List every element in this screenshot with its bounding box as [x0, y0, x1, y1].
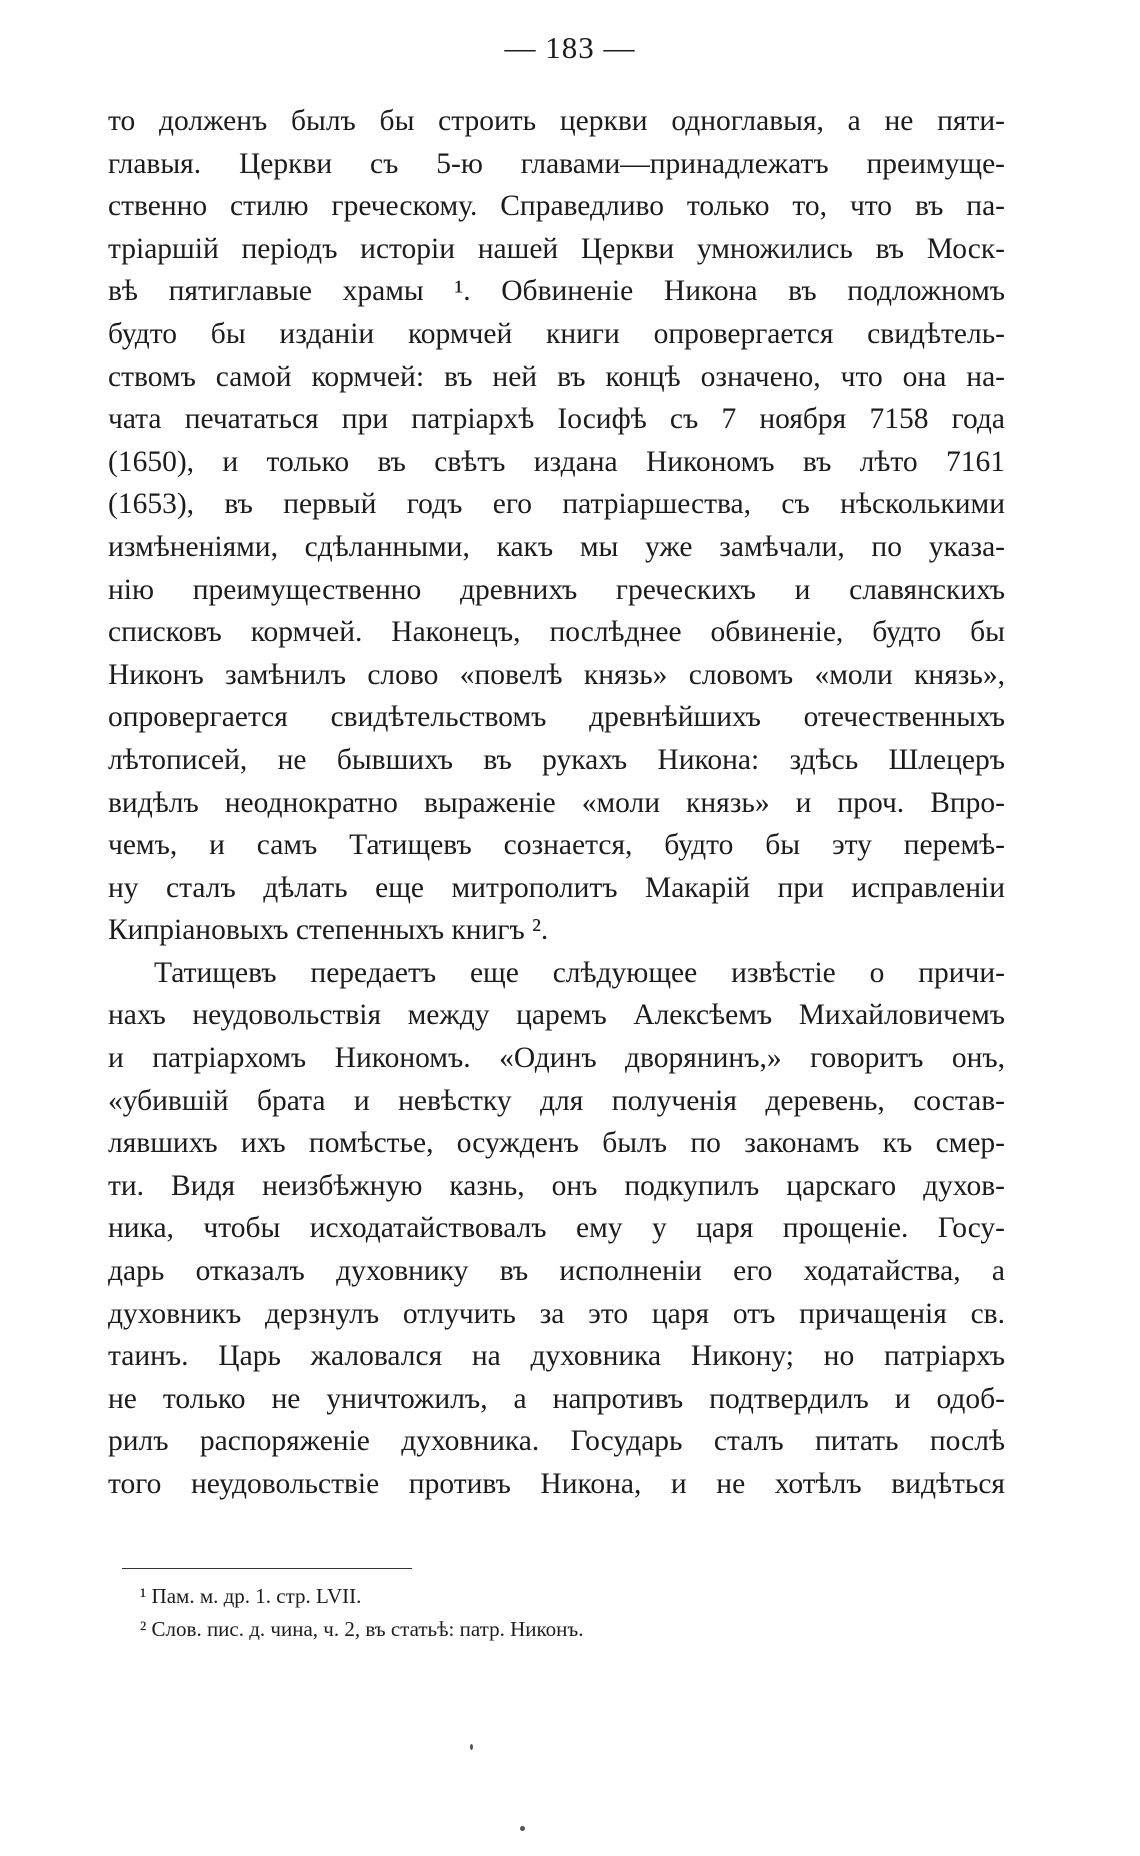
text-line: нахъ неудовольствія между царемъ Алексѣемъ Михайловичемъ: [108, 999, 1005, 1032]
text-line: таинъ. Царь жаловался на духовника Никону; но патріархъ: [108, 1340, 1005, 1373]
text-line: (1653), въ первый годъ его патріаршества, съ нѣсколькими: [108, 488, 1005, 521]
text-line: ника, чтобы исходатайствовалъ ему у царя прощеніе. Госу-: [108, 1212, 1005, 1245]
text-line: «убившій брата и невѣстку для полученія деревень, состав-: [108, 1084, 1005, 1117]
text-line: будто бы изданіи кормчей книги опровергается свидѣтель-: [108, 317, 1005, 350]
text-line: измѣненіями, сдѣланными, какъ мы уже замѣчали, по указа-: [108, 530, 1005, 563]
text-line: то долженъ былъ бы строить церкви одноглавыя, а не пяти-: [108, 105, 1005, 137]
paragraph-2: [108, 952, 1005, 1506]
text-line: нію преимущественно древнихъ греческихъ и славянскихъ: [108, 573, 1005, 606]
footnote-1: ¹ Пам. м. др. 1. стр. LVII.: [140, 1584, 362, 1608]
print-speck: [520, 1826, 525, 1831]
text-line: ствомъ самой кормчей: въ ней въ концѣ означено, что она на-: [108, 360, 1005, 393]
paragraph-1: [108, 100, 1005, 952]
print-speck: [470, 1744, 473, 1750]
text-line: (1650), и только въ свѣтъ издана Никономъ въ лѣто 7161: [108, 445, 1005, 478]
text-line: тріаршій періодъ исторіи нашей Церкви умножились въ Моск-: [108, 232, 1005, 265]
text-line: духовникъ дерзнулъ отлучить за это царя отъ причащенія св.: [108, 1297, 1005, 1330]
text-line: рилъ распоряженіе духовника. Государь сталъ питать послѣ: [108, 1425, 1005, 1458]
text-line: чата печататься при патріархѣ Іосифѣ съ 7 ноября 7158 года: [108, 403, 1005, 436]
text-line: того неудовольствіе противъ Никона, и не хотѣлъ видѣться: [108, 1468, 1005, 1500]
text-line: чемъ, и самъ Татищевъ сознается, будто бы эту перемѣ-: [108, 829, 1005, 862]
text-line: лявшихъ ихъ помѣстье, осужденъ былъ по законамъ къ смер-: [108, 1127, 1005, 1160]
text-line: Никонъ замѣнилъ слово «повелѣ князь» словомъ «моли князь»,: [108, 658, 1005, 691]
body-text: [108, 100, 1005, 1506]
footnote-divider: [122, 1568, 412, 1569]
text-line: списковъ кормчей. Наконецъ, послѣднее обвиненіе, будто бы: [108, 616, 1005, 649]
text-line: дарь отказалъ духовнику въ исполненіи его ходатайства, а: [108, 1255, 1005, 1288]
text-line: ственно стилю греческому. Справедливо только то, что въ па-: [108, 190, 1005, 223]
text-line: не только не уничтожилъ, а напротивъ подтвердилъ и одоб-: [108, 1382, 1005, 1415]
text-line: вѣ пятиглавые храмы ¹. Обвиненіе Никона въ подложномъ: [108, 275, 1005, 308]
text-line: и патріархомъ Никономъ. «Одинъ дворянинъ,» говоритъ онъ,: [108, 1042, 1005, 1075]
text-line: Татищевъ передаетъ еще слѣдующее извѣстіе о причи-: [154, 956, 1005, 989]
page-number: — 183 —: [504, 30, 636, 65]
text-line: видѣлъ неоднократно выраженіе «моли князь» и проч. Впро-: [108, 786, 1005, 819]
footnote-2: ² Слов. пис. д. чина, ч. 2, въ статьѣ: патр. Никонъ.: [140, 1617, 584, 1641]
text-line: Кипріановыхъ степенныхъ книгъ ².: [108, 914, 549, 947]
text-line: лѣтописей, не бывшихъ въ рукахъ Никона: здѣсь Шлецеръ: [108, 743, 1005, 776]
text-line: главыя. Церкви съ 5-ю главами—принадлежатъ преимуще-: [108, 147, 1005, 180]
text-line: ти. Видя неизбѣжную казнь, онъ подкупилъ царскаго духов-: [108, 1169, 1005, 1202]
text-line: опровергается свидѣтельствомъ древнѣйшихъ отечественныхъ: [108, 701, 1005, 734]
text-line: ну сталъ дѣлать еще митрополитъ Макарій при исправленіи: [108, 871, 1005, 904]
footnotes: [140, 1580, 840, 1646]
